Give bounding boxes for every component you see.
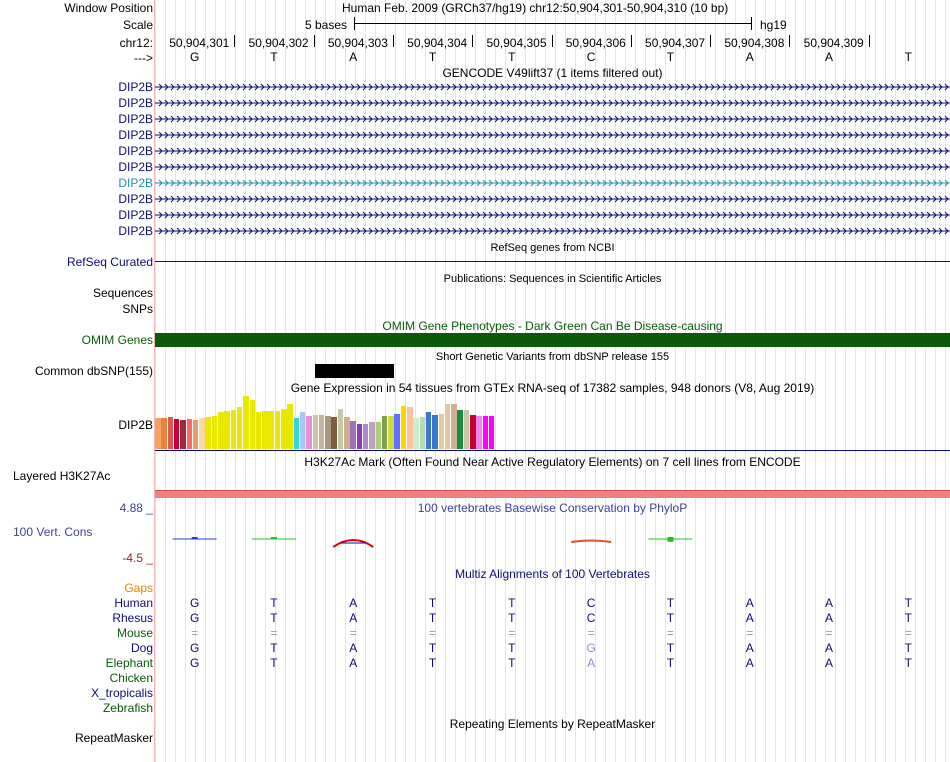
ruler-position: 50,904,307 [645,36,706,50]
gtex-tissue-bar[interactable] [268,411,274,449]
gtex-tissue-bar[interactable] [287,404,293,449]
ruler-tick [631,35,632,47]
gtex-tissue-bar[interactable] [407,407,413,449]
gtex-tissue-bar[interactable] [281,409,287,449]
h3k27ac-track-label[interactable]: Layered H3K27Ac [13,469,111,483]
multiz-species-label[interactable]: Chicken [109,671,153,685]
phylop-track-title[interactable]: 100 vertebrates Basewise Conservation by PhyloP [417,501,688,515]
multiz-aligned-base: = [746,626,754,640]
omim-track-title[interactable]: OMIM Gene Phenotypes - Dark Green Can Be Disease-causing [382,319,723,333]
gtex-tissue-bar[interactable] [357,424,363,449]
scale-bases-text: 5 bases [305,18,348,32]
gtex-tissue-bar[interactable] [464,410,470,449]
gencode-transcript-line[interactable] [155,160,950,174]
gencode-transcript-label[interactable]: DIP2B [118,96,153,110]
ruler-position: 50,904,305 [486,36,547,50]
refseq-gene-line[interactable] [155,261,950,262]
sequence-base: A [745,50,754,64]
gencode-transcript-label[interactable]: DIP2B [118,128,153,142]
gencode-transcript-line[interactable] [155,144,950,158]
multiz-aligned-base: A [349,656,358,670]
gtex-tissue-bar[interactable] [439,414,445,449]
dbsnp-track-title[interactable]: Short Genetic Variants from dbSNP release 155 [435,351,670,363]
multiz-aligned-base: T [428,656,437,670]
multiz-species-label[interactable]: Dog [130,641,153,655]
multiz-aligned-base: A [349,596,358,610]
multiz-aligned-base: T [904,641,913,655]
ruler-position: 50,904,301 [169,36,230,50]
scale-bar-right-tick [751,17,752,30]
ruler-tick [869,35,870,47]
sequence-base: T [428,50,437,64]
chrom-label: chr12: [119,36,153,50]
phylop-score-mark[interactable] [571,541,611,543]
multiz-aligned-base: = [666,626,674,640]
repeatmasker-track-title[interactable]: Repeating Elements by RepeatMasker [449,717,656,731]
h3k27ac-track-title[interactable]: H3K27Ac Mark (Often Found Near Active Regulatory Elements) on 7 cell lines from ENCODE [304,455,801,469]
gtex-tissue-bar[interactable] [237,407,243,449]
gtex-tissue-bar[interactable] [250,400,256,449]
gtex-expression-chart[interactable] [155,396,950,449]
multiz-aligned-base: C [586,611,596,625]
multiz-aligned-base: A [745,641,754,655]
gencode-transcript-line[interactable] [155,112,950,126]
multiz-aligned-base: T [270,656,278,670]
repeatmasker-track-label[interactable]: RepeatMasker [74,731,153,745]
gtex-tissue-bar[interactable] [325,416,331,449]
window-position-label: Window Position [64,1,153,15]
multiz-aligned-base: A [825,641,834,655]
gtex-tissue-bar[interactable] [275,411,281,449]
gencode-transcript-label[interactable]: DIP2B [118,192,153,206]
gtex-track-label[interactable]: DIP2B [118,418,153,432]
multiz-aligned-base: T [508,596,516,610]
phylop-min-label: -4.5 _ [122,551,153,565]
multiz-aligned-base: = [587,626,595,640]
multiz-aligned-base: G [586,641,596,655]
multiz-species-label[interactable]: X_tropicalis [90,686,153,700]
gtex-tissue-bar[interactable] [426,412,432,449]
gencode-transcript-label[interactable]: DIP2B [118,80,153,94]
publications-track-title[interactable]: Publications: Sequences in Scientific Articles [443,273,662,285]
multiz-aligned-base: T [428,596,437,610]
phylop-track-label[interactable]: 100 Vert. Cons [13,525,93,539]
ruler-position: 50,904,308 [724,36,785,50]
multiz-species-label[interactable]: Human [114,596,153,610]
sequence-base: T [270,50,278,64]
multiz-aligned-base: T [904,596,913,610]
gencode-transcript-label[interactable]: DIP2B [118,224,153,238]
gencode-transcript-label[interactable]: DIP2B [118,112,153,126]
multiz-aligned-base: T [270,596,278,610]
multiz-aligned-base: A [745,656,754,670]
gtex-tissue-bar[interactable] [451,404,457,449]
gtex-tissue-bar[interactable] [262,411,268,449]
multiz-aligned-base: A [587,656,596,670]
multiz-aligned-base: T [666,596,675,610]
gtex-tissue-bar[interactable] [306,416,312,449]
gtex-tissue-bar[interactable] [376,422,382,449]
scale-bar [354,23,751,24]
gtex-tissue-bar[interactable] [394,414,400,449]
gtex-tissue-bar[interactable] [382,416,388,449]
ruler-tick [472,35,473,47]
gtex-tissue-bar[interactable] [476,416,482,449]
gtex-tissue-bar[interactable] [187,419,193,449]
gtex-tissue-bar[interactable] [205,417,211,449]
ruler-position: 50,904,303 [327,36,388,50]
multiz-aligned-base: T [508,611,516,625]
sequence-base: A [825,50,834,64]
phylop-score-bar[interactable] [192,537,198,539]
multiz-aligned-base: T [904,656,913,670]
refseq-track-label[interactable]: RefSeq Curated [66,255,153,269]
multiz-gaps-label: Gaps [124,581,153,595]
gtex-tissue-bar[interactable] [470,415,476,449]
publications-sequences-label[interactable]: Sequences [92,286,153,300]
gencode-transcript-label[interactable]: DIP2B [118,176,153,190]
multiz-aligned-base: = [191,626,199,640]
ruler-tick [234,35,235,47]
window-position-text: Human Feb. 2009 (GRCh37/hg19) chr12:50,904,301-50,904,310 (10 bp) [342,1,729,15]
ruler-position: 50,904,302 [248,36,309,50]
gtex-tissue-bar[interactable] [168,417,174,449]
gtex-gene-line [155,450,950,451]
multiz-species-label[interactable]: Rhesus [112,611,153,625]
gtex-tissue-bar[interactable] [212,416,218,449]
multiz-aligned-base: T [270,641,278,655]
multiz-aligned-base: A [825,611,834,625]
gencode-transcript-line[interactable] [155,192,950,206]
refseq-track-title[interactable]: RefSeq genes from NCBI [490,242,615,254]
multiz-aligned-base: A [825,656,834,670]
multiz-aligned-base: G [189,596,200,610]
multiz-aligned-base: C [586,596,596,610]
multiz-aligned-base: T [666,641,675,655]
gtex-tissue-bar[interactable] [344,417,350,449]
omim-track-label[interactable]: OMIM Genes [81,333,153,347]
sequence-base: C [586,50,596,64]
multiz-aligned-base: = [508,626,516,640]
h3k27ac-signal-bar[interactable] [155,490,950,498]
multiz-aligned-base: T [270,611,278,625]
gtex-tissue-bar[interactable] [401,406,407,449]
gtex-tissue-bar[interactable] [319,415,325,449]
gencode-transcript-line[interactable] [155,176,950,190]
gtex-tissue-bar[interactable] [420,417,426,449]
sequence-base: T [904,50,913,64]
sequence-base: T [508,50,516,64]
gtex-tissue-bar[interactable] [300,412,306,449]
gencode-track-title[interactable]: GENCODE V49lift37 (1 items filtered out) [442,66,663,80]
ruler-tick [314,35,315,47]
ruler-position: 50,904,304 [407,36,468,50]
ruler-tick [552,35,553,47]
multiz-aligned-base: G [189,611,200,625]
gtex-tissue-bar[interactable] [388,416,394,449]
gtex-tissue-bar[interactable] [193,420,199,449]
gtex-tissue-bar[interactable] [432,415,438,449]
gtex-tissue-bar[interactable] [350,421,356,449]
gtex-tissue-bar[interactable] [369,422,375,449]
gtex-tissue-bar[interactable] [489,416,495,449]
multiz-aligned-base: = [429,626,437,640]
multiz-aligned-base: T [428,611,437,625]
gencode-transcript-line[interactable] [155,128,950,142]
phylop-score-bar[interactable] [667,537,673,542]
gtex-tissue-bar[interactable] [174,419,180,449]
gtex-tissue-bar[interactable] [224,411,230,449]
multiz-aligned-base: T [666,611,675,625]
gtex-tissue-bar[interactable] [231,410,237,449]
phylop-conservation-plot[interactable] [155,520,950,560]
multiz-aligned-base: T [508,641,516,655]
gtex-tissue-bar[interactable] [331,417,337,449]
gencode-transcript-line[interactable] [155,80,950,94]
gtex-tissue-bar[interactable] [338,409,344,449]
multiz-species-label[interactable]: Zebrafish [102,701,153,715]
sequence-base: G [189,50,200,64]
multiz-aligned-base: A [349,611,358,625]
multiz-aligned-base: = [270,626,278,640]
gencode-transcript-label[interactable]: DIP2B [118,208,153,222]
gtex-track-title[interactable]: Gene Expression in 54 tissues from GTEx RNA-seq of 17382 samples, 948 donors (V8, Aug 2019) [290,381,815,395]
dbsnp-track-label[interactable]: Common dbSNP(155) [34,364,153,378]
gtex-tissue-bar[interactable] [218,412,224,449]
gtex-tissue-bar[interactable] [363,424,369,449]
sequence-base: T [666,50,675,64]
multiz-aligned-base: T [666,656,675,670]
dbsnp-variant-bar[interactable] [315,364,394,378]
multiz-aligned-base: G [189,641,200,655]
sequence-base: A [349,50,358,64]
multiz-aligned-base: A [745,596,754,610]
gtex-tissue-bar[interactable] [294,418,300,449]
gtex-tissue-bar[interactable] [457,410,463,449]
ruler-tick [710,35,711,47]
gtex-tissue-bar[interactable] [155,418,161,449]
omim-gene-bar[interactable] [155,333,950,347]
gtex-tissue-bar[interactable] [256,412,262,449]
gtex-tissue-bar[interactable] [199,418,205,449]
multiz-aligned-base: T [904,611,913,625]
multiz-aligned-base: = [825,626,833,640]
multiz-aligned-base: = [349,626,357,640]
gtex-tissue-bar[interactable] [161,418,167,449]
multiz-aligned-base: = [904,626,912,640]
gtex-tissue-bar[interactable] [243,396,249,449]
ruler-tick [789,35,790,47]
multiz-aligned-base: T [428,641,437,655]
ruler-position: 50,904,306 [565,36,626,50]
gtex-tissue-bar[interactable] [180,420,186,449]
multiz-species-label[interactable]: Elephant [105,656,153,670]
gtex-tissue-bar[interactable] [313,415,319,449]
multiz-aligned-base: A [825,596,834,610]
gencode-transcript-line[interactable] [155,96,950,110]
ruler-position: 50,904,309 [803,36,864,50]
phylop-max-label: 4.88 _ [119,501,153,515]
multiz-track-title[interactable]: Multiz Alignments of 100 Vertebrates [455,567,650,581]
multiz-aligned-base: T [508,656,516,670]
gtex-tissue-bar[interactable] [445,404,451,449]
gencode-transcript-label[interactable]: DIP2B [118,144,153,158]
multiz-aligned-base: A [745,611,754,625]
multiz-species-label[interactable]: Mouse [116,626,153,640]
publications-snps-label[interactable]: SNPs [122,302,153,316]
phylop-score-bar[interactable] [271,537,277,539]
ruler-tick [393,35,394,47]
gencode-transcript-line[interactable] [155,224,950,238]
scale-label: Scale [122,18,153,32]
gencode-transcript-line[interactable] [155,208,950,222]
gencode-transcript-label[interactable]: DIP2B [118,160,153,174]
gtex-tissue-bar[interactable] [413,418,419,449]
gtex-tissue-bar[interactable] [483,416,489,449]
multiz-aligned-base: G [189,656,200,670]
multiz-aligned-base: A [349,641,358,655]
scale-assembly: hg19 [760,18,787,32]
strand-arrow-label: ---> [134,51,153,65]
